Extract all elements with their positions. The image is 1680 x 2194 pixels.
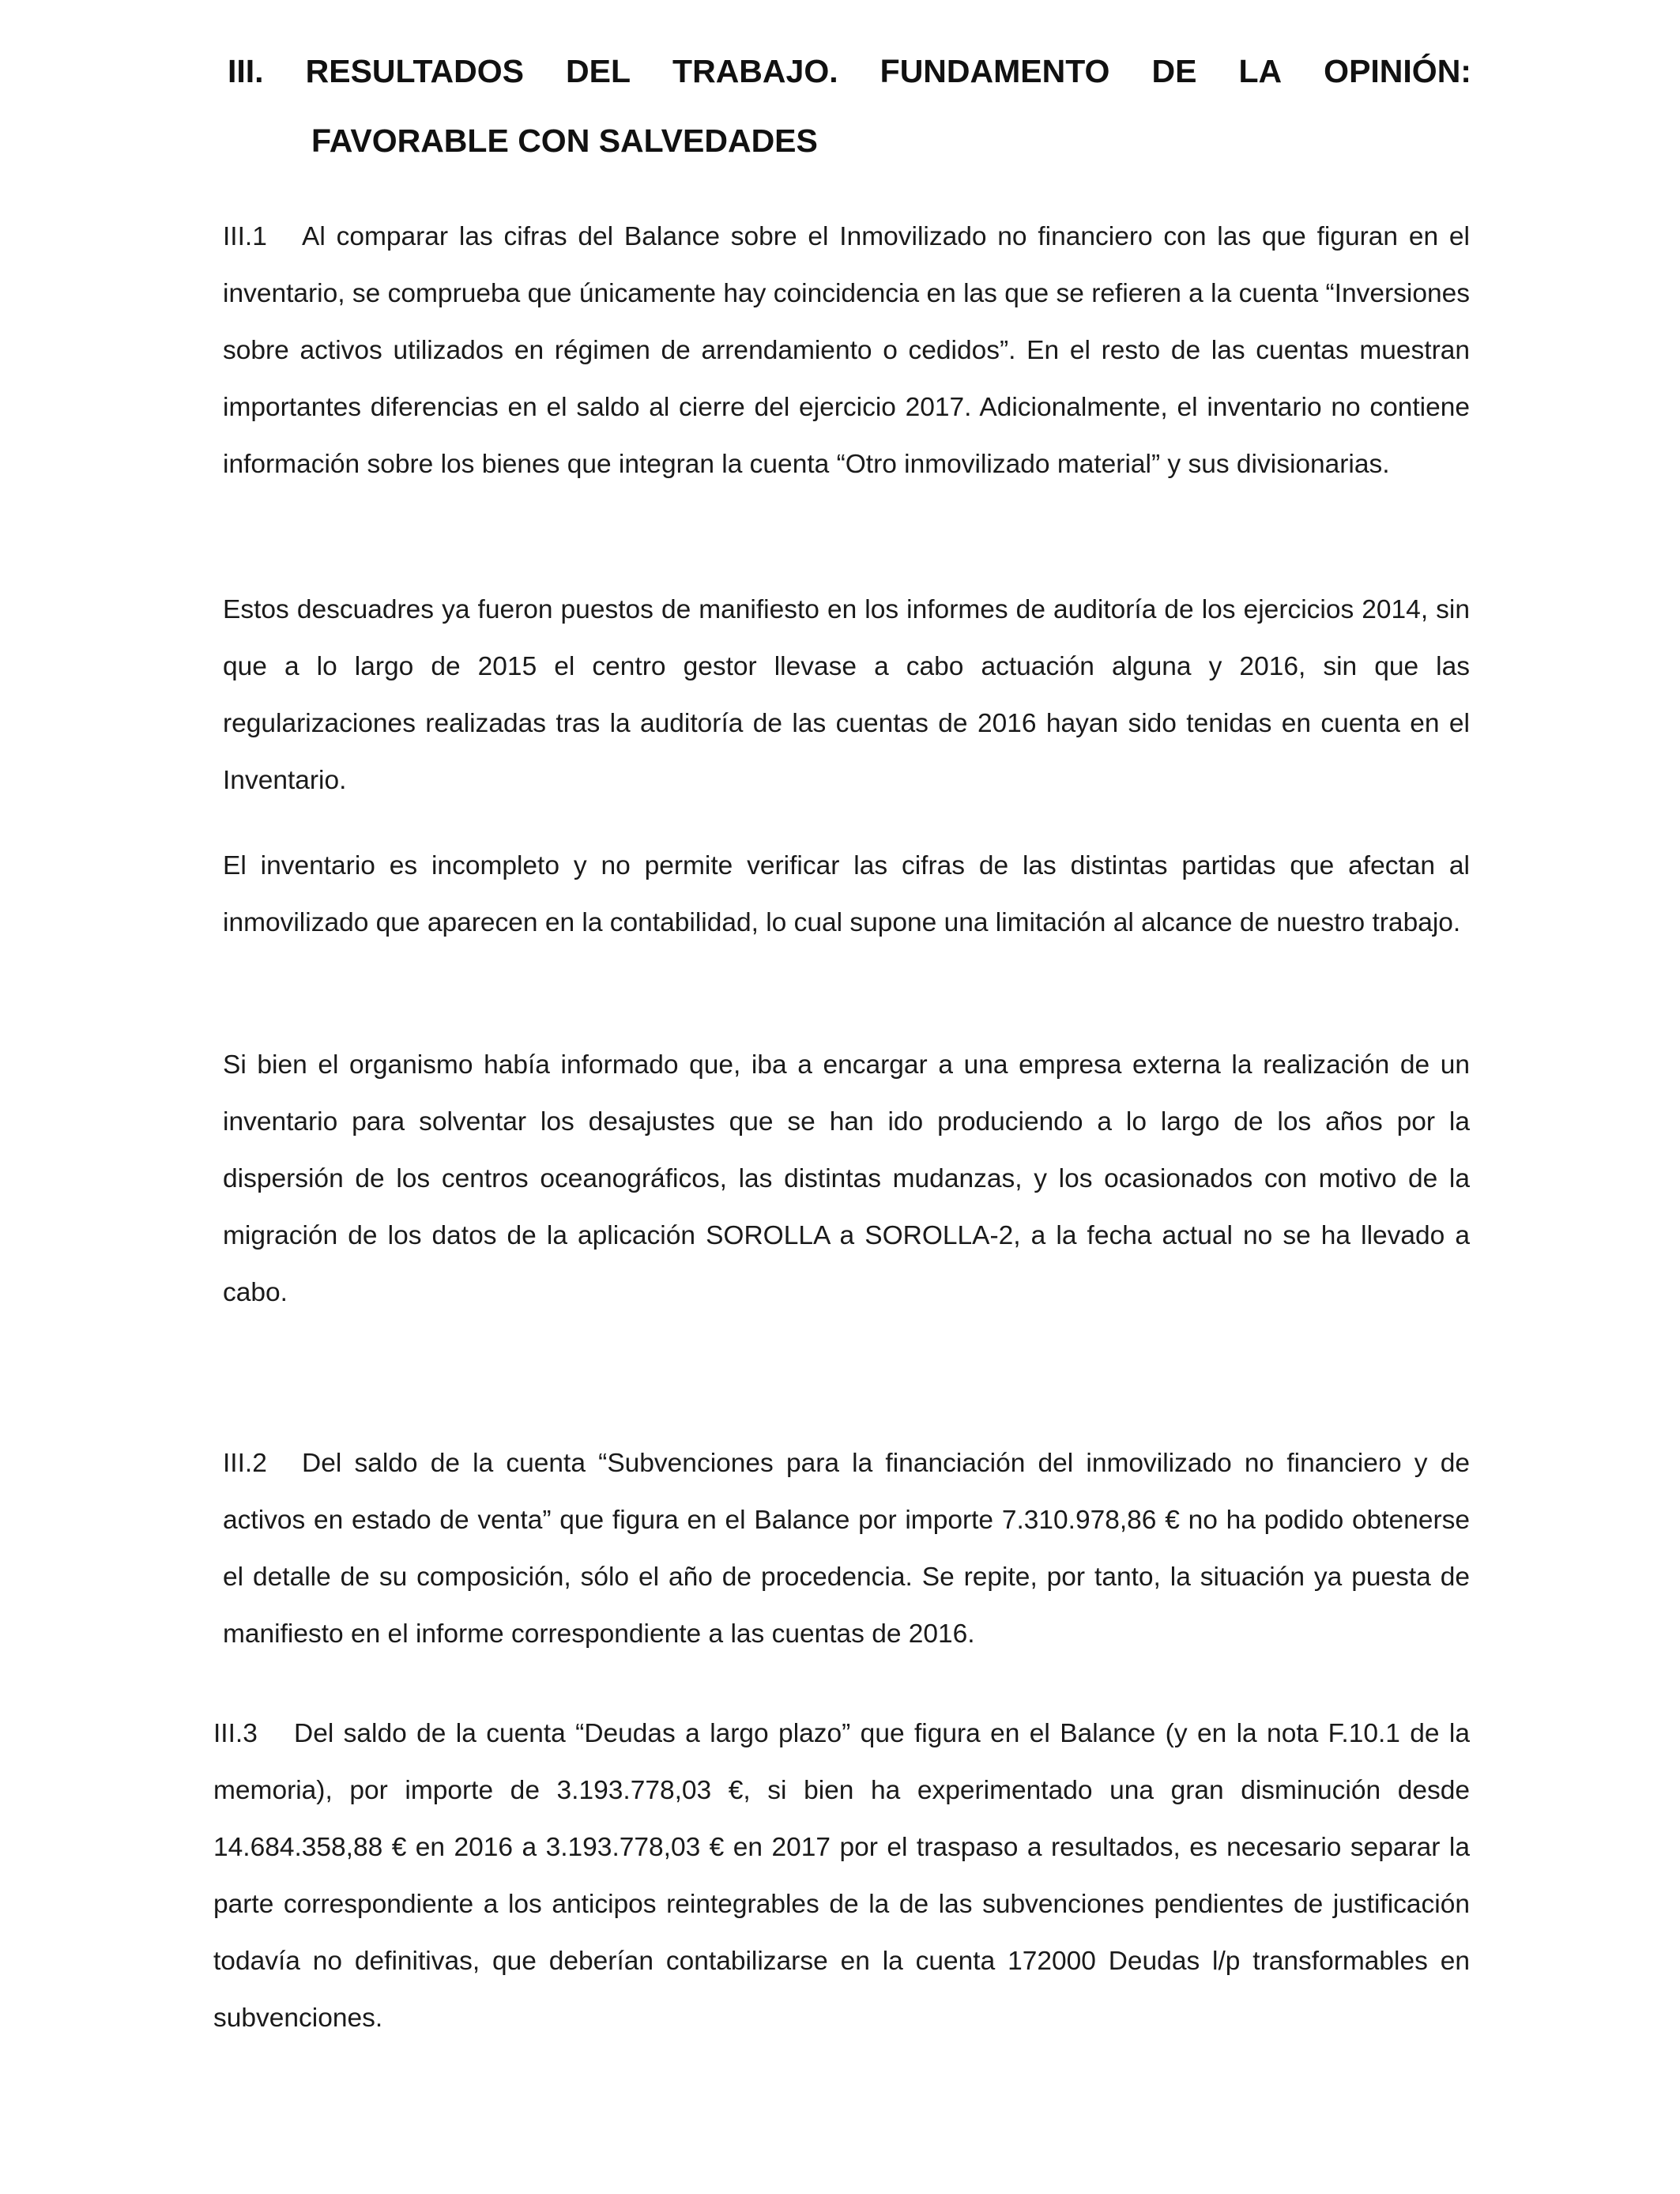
paragraph-number: III.3 (213, 1719, 258, 1748)
heading-word: DE (1151, 53, 1197, 89)
paragraph (223, 838, 1470, 952)
paragraph-text: Si bien el organismo había informado que, iba a encargar a una empresa externa la realización de un inventario para solventar los desajustes que se han ido produciendo a lo largo de los años por la dispersión de los centros oceanográficos, las distintas mudanzas, y los ocasionados con motivo de la migración de los datos de la aplicación SOROLLA a SOROLLA-2, a la fecha actual no se ha llevado a cabo. (223, 1050, 1470, 1307)
heading-word: DEL (566, 53, 631, 89)
paragraph-iii-3 (213, 1706, 1470, 2047)
paragraph-iii-2 (223, 1435, 1470, 1663)
paragraph-iii-1 (223, 209, 1470, 493)
section-heading-continuation: FAVORABLE CON SALVEDADES (311, 123, 818, 159)
heading-word: OPINIÓN: (1324, 53, 1471, 89)
paragraph (223, 1037, 1470, 1321)
paragraph-text: Del saldo de la cuenta “Deudas a largo plazo” que figura en el Balance (y en la nota F.10.1 de la memoria), por importe de 3.193.778,03 €, si bien ha experimentado una gran disminución desde 14.684.358,88 € en 2016 a 3.193.778,03 € en 2017 por el traspaso a resultados, es necesario separar la parte correspondiente a los anticipos reintegrables de la de las subvenciones pendientes de justificación todavía no definitivas, que deberían contabilizarse en la cuenta 172000 Deudas l/p transformables en subvenciones. (213, 1719, 1470, 2033)
section-heading (228, 55, 1471, 88)
paragraph-number: III.2 (223, 1449, 267, 1478)
heading-word: RESULTADOS (305, 53, 524, 89)
heading-word: III. (228, 53, 264, 89)
paragraph-text: El inventario es incompleto y no permite verificar las cifras de las distintas partidas que afectan al inmovilizado que aparecen en la contabilidad, lo cual supone una limitación al alcance de nuestro trabajo. (223, 851, 1470, 937)
heading-word: TRABAJO. (672, 53, 838, 89)
heading-word: FUNDAMENTO (880, 53, 1110, 89)
paragraph (223, 582, 1470, 809)
heading-word: LA (1238, 53, 1283, 89)
paragraph-text: Estos descuadres ya fueron puestos de manifiesto en los informes de auditoría de los ejercicios 2014, sin que a lo largo de 2015 el centro gestor llevase a cabo actuación alguna y 2016, sin que las regularizaciones realizadas tras la auditoría de las cuentas de 2016 hayan sido tenidas en cuenta en el Inventario. (223, 595, 1470, 795)
paragraph-number: III.1 (223, 222, 267, 251)
paragraph-text: Al comparar las cifras del Balance sobre el Inmovilizado no financiero con las que figuran en el inventario, se comprueba que únicamente hay coincidencia en las que se refieren a la cuenta “Inversiones sobre activos utilizados en régimen de arrendamiento o cedidos”. En el resto de las cuentas muestran importantes diferencias en el saldo al cierre del ejercicio 2017. Adicionalmente, el inventario no contiene información sobre los bienes que integran la cuenta “Otro inmovilizado material” y sus divisionarias. (223, 222, 1470, 479)
paragraph-text: Del saldo de la cuenta “Subvenciones para la financiación del inmovilizado no financiero y de activos en estado de venta” que figura en el Balance por importe 7.310.978,86 € no ha podido obtenerse el detalle de su composición, sólo el año de procedencia. Se repite, por tanto, la situación ya puesta de manifiesto en el informe correspondiente a las cuentas de 2016. (223, 1449, 1470, 1649)
